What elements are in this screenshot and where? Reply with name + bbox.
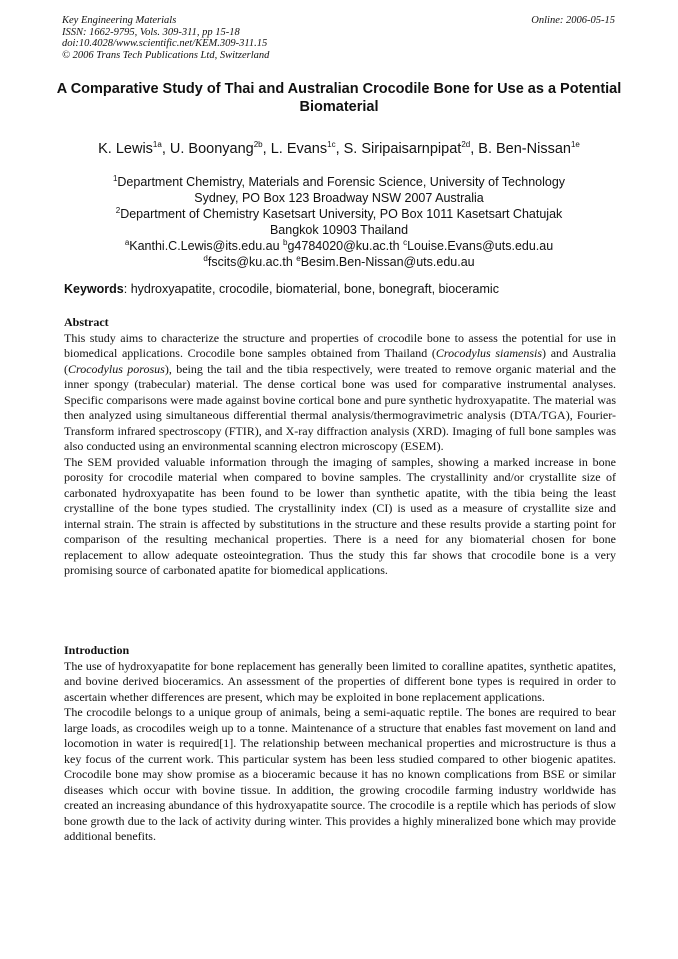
keywords-text: : hydroxyapatite, crocodile, biomaterial, bone, bonegraft, bioceramic	[123, 282, 499, 296]
email-a[interactable]: Kanthi.C.Lewis@its.edu.au	[129, 239, 280, 253]
author-list: K. Lewis$^{1a}$, U. Boonyang$^{2b}$, L. Evans$^{1c}$, S. Siripaisarnpipat$^{2d}$, B. Ben-Nissan$^{1e}$	[98, 140, 580, 157]
affiliation-1-line-2: Sydney, PO Box 123 Broadway NSW 2007 Australia	[194, 191, 484, 205]
email-b[interactable]: g4784020@ku.ac.th	[287, 239, 400, 253]
introduction-heading: Introduction	[64, 643, 130, 657]
author-sup: 2b	[253, 140, 263, 150]
journal-name: Key Engineering Materials	[62, 15, 177, 26]
abstract-section	[64, 315, 616, 579]
email-sup: d	[203, 253, 208, 263]
doi-line: doi:10.4028/www.scientific.net/KEM.309-311.15	[62, 38, 268, 49]
affiliations	[60, 174, 618, 270]
email-e[interactable]: Besim.Ben-Nissan@uts.edu.au	[300, 255, 475, 269]
email-c[interactable]: Louise.Evans@uts.edu.au	[407, 239, 554, 253]
journal-header	[62, 15, 269, 61]
author-sup: 1c	[327, 140, 336, 150]
email-sup: b	[283, 237, 288, 247]
copyright-line: © 2006 Trans Tech Publications Ltd, Switzerland	[62, 49, 270, 61]
email-d[interactable]: fscits@ku.ac.th	[207, 255, 293, 269]
introduction-paragraph-1: The use of hydroxyapatite for bone replacement has generally been limited to coralline apatites, synthetic apatites, and bovine derived bioceramics. An assessment of the properties of different bone types is required in order to ascertain whether differences are present, which may be exploited in bone replacement applications.	[64, 658, 616, 704]
species-name: Crocodylus porosus	[68, 361, 165, 376]
affiliation-text: Department Chemistry, Materials and Forensic Science, University of Technology	[117, 175, 566, 189]
online-date: Online: 2006-05-15	[531, 15, 615, 26]
issn-line: ISSN: 1662-9795, Vols. 309-311, pp 15-18	[62, 26, 240, 38]
affiliation-text: Department of Chemistry Kasetsart University, PO Box 1011 Kasetsart Chatujak	[120, 207, 563, 221]
author-name: B. Ben-Nissan	[478, 141, 571, 157]
introduction-section	[64, 643, 616, 845]
email-sup: e	[296, 253, 301, 263]
affiliation-2-line-1	[60, 206, 618, 222]
affiliation-1-line-1	[60, 174, 618, 190]
paper-title: A Comparative Study of Thai and Australian Crocodile Bone for Use as a Potential Biomaterial	[56, 81, 622, 115]
abstract-paragraph-1	[64, 331, 616, 455]
author-sup: 2d	[461, 140, 471, 150]
email-sup: a	[124, 237, 130, 247]
affiliation-sup: 2	[115, 205, 121, 215]
author-name: K. Lewis	[98, 141, 153, 157]
author-name: U. Boonyang	[169, 141, 254, 157]
abstract-heading: Abstract	[64, 315, 109, 329]
author-sup: 1e	[570, 140, 580, 150]
abstract-text: ), being the tail and the tibia respectively, were treated to remove organic material and the inner spongy (trabecular) material. The dense cortical bone was used for comparative instrumental analyses. Specific comparisons were made against bovine cortical bone and pure synthetic hydroxyapatite. The material was then analyzed using simultaneous differential thermal analysis/thermogravimetric analysis (DTA/TGA), Fourier-Transform infrared spectroscopy (FTIR), and X-ray diffraction analysis (XRD). Imaging of full bone samples was also conducted using an environmental scanning electron microscopy (ESEM).	[64, 361, 616, 453]
keywords-label: Keywords	[64, 282, 124, 296]
introduction-paragraph-2: The crocodile belongs to a unique group of animals, being a semi-aquatic reptile. The bones are required to bear large loads, as crocodiles weigh up to a tonne. Maintenance of a structure that enables fast movement on land and locomotion in water is required[1]. The relationship between mechanical properties and microstructure is thus a key focus of the current work. This particular system has been less studied compared to other biogenic apatites. Crocodile bone may show promise as a bioceramic because it has no known complications from BSE or similar diseases which occur with bovine tissue. In addition, the growing crocodile farming industry worldwide has created an increasing abundance of this hydroxyapatite source. The crocodile is a reptile which has periods of slow bone growth due to the lack of activity during winter. This provides a highly mineralized bone which may provide additional benefits.	[64, 705, 616, 843]
author-sup: 1a	[152, 140, 162, 150]
emails-line-2	[60, 254, 618, 270]
email-sup: c	[403, 237, 408, 247]
abstract-paragraph-2: The SEM provided valuable information through the imaging of samples, showing a marked increase in bone porosity for crocodile material when compared to bovine samples. The crystallinity and/or crystallite size of carbonated hydroxyapatite has been found to be lower than synthetic apatite, with the tibia being the least crystalline of the bone types studied. The crystallinity index (CI) is used as a measure of crystallite size and internal strain. The strain is affected by substitutions in the structure and these results provide a starting point for comparison of the resulting mechanical properties. There is a need for any biomaterial chosen for bone replacement to allow adequate osteointegration. Thus the study this far shows that crocodile bone is a very promising source of carbonated apatite for biomedical applications.	[64, 454, 616, 577]
affiliation-sup: 1	[112, 173, 118, 183]
abstract-text: This study aims to characterize the structure and properties of crocodile bone to assess the potential for use in biomedical applications. Crocodile bone samples obtained from Thailand (	[64, 330, 616, 360]
affiliation-2-line-2: Bangkok 10903 Thailand	[269, 223, 409, 237]
abstract-text: ) and Australia (	[64, 346, 616, 376]
author-name: S. Siripaisarnpipat	[343, 141, 462, 157]
emails-line-1	[60, 238, 618, 254]
keywords	[64, 281, 616, 297]
author-name: L. Evans	[270, 141, 328, 157]
species-name: Crocodylus siamensis	[435, 346, 543, 360]
